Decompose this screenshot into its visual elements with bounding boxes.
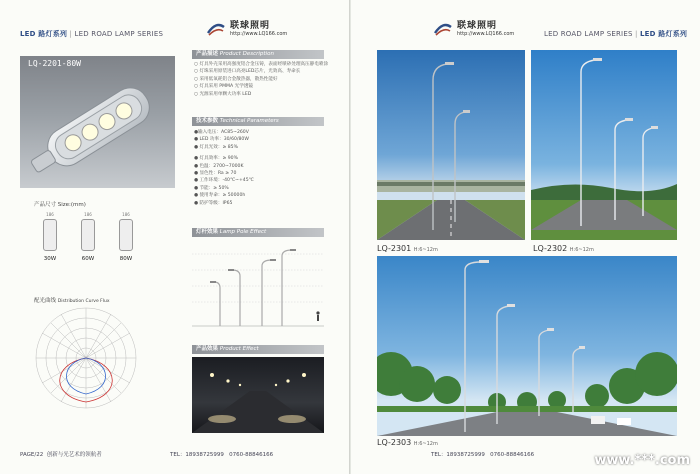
series-cn: LED 路灯系列 <box>640 30 688 38</box>
caption-lq2302: LQ-2302 H:6~12m <box>533 244 594 253</box>
size-item-60w: 186 60W <box>81 212 95 262</box>
night-road-photo <box>192 357 324 433</box>
curve-title: 配光曲线 Distribution Curve Flux <box>34 298 110 304</box>
right-series-header: LED ROAD LAMP SERIES | LED 路灯系列 <box>544 30 688 38</box>
photo-lq2303 <box>377 256 677 436</box>
description-bar: 产品描述 Product Description <box>192 50 324 59</box>
photo-lq2302 <box>531 50 677 240</box>
product-model: LQ-2201-80W <box>28 59 81 68</box>
polar-distribution-chart <box>32 304 140 412</box>
size-drawings <box>30 212 150 274</box>
photo-lq2301 <box>377 50 525 240</box>
size-item-80w: 186 80W <box>119 212 133 262</box>
left-footer-contact: TEL：18938725999 0760-88846166 <box>170 452 274 458</box>
product-effect-bar: 产品效果 Product Effect <box>192 345 324 354</box>
caption-lq2301: LQ-2301 H:6~12m <box>377 244 438 253</box>
size-title: 产品尺寸 Size:(mm) <box>34 202 86 208</box>
brand-url: http://www.LQ166.com <box>230 31 288 37</box>
brand-logo-icon <box>433 21 453 37</box>
product-image-box <box>20 56 175 188</box>
brand-url: http://www.LQ166.com <box>457 31 515 37</box>
brand-name: 联球照明 <box>457 21 498 31</box>
right-footer: TEL：18938725999 0760-88846166 <box>431 452 535 458</box>
pole-effect-bar: 灯杆效果 Lamp Pole Effect <box>192 228 324 237</box>
series-en: LED ROAD LAMP SERIES <box>74 30 164 38</box>
watermark: www.***.com <box>594 453 690 468</box>
caption-lq2303: LQ-2303 H:6~12m <box>377 438 438 447</box>
brand-logo-icon <box>206 21 226 37</box>
right-logo <box>433 21 514 37</box>
series-cn: LED 路灯系列 <box>20 30 68 38</box>
street-lamp-head-image <box>20 56 175 188</box>
person-icon <box>316 311 319 321</box>
left-page <box>0 0 349 474</box>
left-series-header: LED 路灯系列 | LED ROAD LAMP SERIES <box>20 30 164 38</box>
series-en: LED ROAD LAMP SERIES <box>544 30 633 38</box>
left-logo <box>206 21 287 37</box>
right-page <box>351 0 700 474</box>
size-item-30w: 186 30W <box>43 212 57 262</box>
parameters-bar: 技术参数 Technical Parameters <box>192 117 324 126</box>
left-footer: PAGE/22 创新与光艺术的领航者 <box>20 452 102 458</box>
brand-name: 联球照明 <box>230 21 271 31</box>
description-list: ○ 灯具外壳采用高强度铝合金压铸，表面经喷砂处理高压静电喷涂 ○ 灯珠采用原装进口高亮LED芯片，光效高、寿命长 ○ 采用低氧耗铝合金散热器，散热性能好 ○ 灯具采用 PMMA 光学透镜 ○ 光源采用单颗大功率 LED <box>194 62 329 97</box>
parameters-list: ●输入电压：AC85~260V ● LED 功率：30/60/80W ● 灯具光效：≥ 85% ● 灯具效率：≥ 90% ● 色温：2700~7000K ● 显色性：Ra ≥ 70 ● 工作环境：-40℃~+45℃ ● 节能：≥ 50% ● 使用寿命：≥ 50000h ● 防护等级：IP65 <box>194 130 254 206</box>
pole-height-diagram <box>192 240 324 332</box>
